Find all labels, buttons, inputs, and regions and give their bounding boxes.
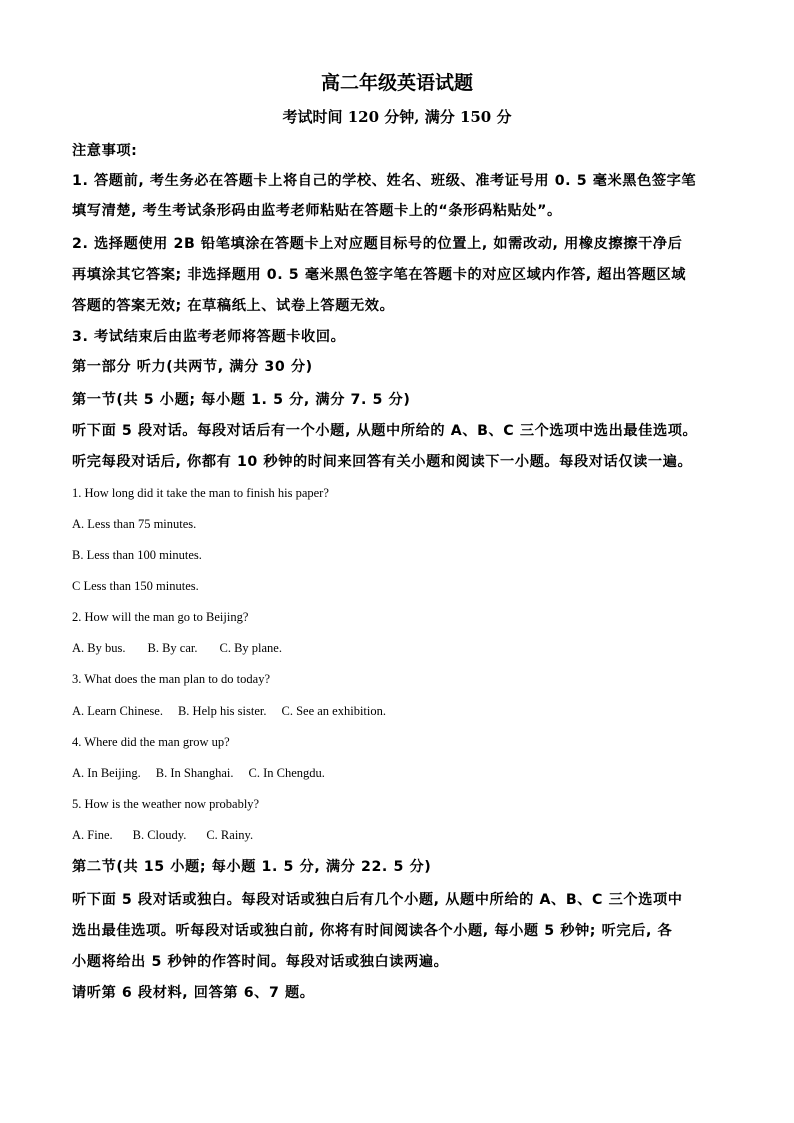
answer-option: C. Rainy.: [206, 828, 254, 842]
section1-instruction: 听下面 5 段对话。每段对话后有一个小题, 从题中所给的 A、B、C 三个选项中选出最佳选项。: [72, 423, 698, 439]
section1-heading: 第一节(共 5 小题; 每小题 1. 5 分, 满分 7. 5 分): [72, 392, 411, 408]
note-line: 填写清楚, 考生考试条形码由监考老师粘贴在答题卡上的“条形码粘贴处”。: [72, 203, 562, 219]
answer-option: A. By bus.: [72, 641, 126, 655]
answer-option: B. Help his sister.: [177, 704, 267, 718]
note-line: 2. 选择题使用 2B 铅笔填涂在答题卡上对应题目标号的位置上, 如需改动, 用橡皮擦擦干净后: [72, 236, 683, 252]
answer-option: C. See an exhibition.: [281, 704, 386, 718]
section2-heading: 第二节(共 15 小题; 每小题 1. 5 分, 满分 22. 5 分): [72, 859, 432, 875]
material-prompt: 请听第 6 段材料, 回答第 6、7 题。: [72, 985, 315, 1001]
answer-option: C Less than 150 minutes.: [72, 579, 199, 593]
question-stem: 4. Where did the man grow up?: [72, 735, 230, 749]
question-stem: 3. What does the man plan to do today?: [72, 672, 270, 686]
section1-instruction: 听完每段对话后, 你都有 10 秒钟的时间来回答有关小题和阅读下一小题。每段对话仅读一遍。: [72, 454, 693, 470]
answer-option: A. Fine.: [72, 828, 113, 842]
note-line: 答题的答案无效; 在草稿纸上、试卷上答题无效。: [72, 298, 395, 314]
question-options: [72, 702, 732, 720]
question-options: [72, 826, 732, 844]
answer-option: B. In Shanghai.: [155, 766, 234, 780]
exam-subtitle: 考试时间 120 分钟, 满分 150 分: [282, 108, 512, 126]
answer-option: A. Learn Chinese.: [72, 704, 163, 718]
answer-option: B. By car.: [147, 641, 198, 655]
question-options: [72, 639, 732, 657]
exam-title: 高二年级英语试题: [320, 72, 473, 94]
question-stem: 2. How will the man go to Beijing?: [72, 610, 249, 624]
question-options: [72, 764, 732, 782]
answer-option: B. Cloudy.: [132, 828, 187, 842]
notes-heading: 注意事项:: [72, 143, 138, 159]
answer-option: C. By plane.: [219, 641, 282, 655]
section2-instruction: 听下面 5 段对话或独白。每段对话或独白后有几个小题, 从题中所给的 A、B、C 三个选项中: [72, 892, 683, 908]
part1-heading: 第一部分 听力(共两节, 满分 30 分): [72, 359, 313, 375]
note-line: 再填涂其它答案; 非选择题用 0. 5 毫米黑色签字笔在答题卡的对应区域内作答, 超出答题区域: [72, 267, 687, 283]
note-line: 3. 考试结束后由监考老师将答题卡收回。: [72, 329, 346, 345]
question-stem: 1. How long did it take the man to finish his paper?: [72, 486, 329, 500]
answer-option: B. Less than 100 minutes.: [72, 548, 202, 562]
section2-instruction: 小题将给出 5 秒钟的作答时间。每段对话或独白读两遍。: [72, 954, 449, 970]
answer-option: A. In Beijing.: [72, 766, 141, 780]
section2-instruction: 选出最佳选项。听每段对话或独白前, 你将有时间阅读各个小题, 每小题 5 秒钟; 听完后, 各: [72, 923, 673, 939]
note-line: 1. 答题前, 考生务必在答题卡上将自己的学校、姓名、班级、准考证号用 0. 5 毫米黑色签字笔: [72, 173, 697, 189]
answer-option: C. In Chengdu.: [248, 766, 325, 780]
answer-option: A. Less than 75 minutes.: [72, 517, 197, 531]
question-stem: 5. How is the weather now probably?: [72, 797, 260, 811]
